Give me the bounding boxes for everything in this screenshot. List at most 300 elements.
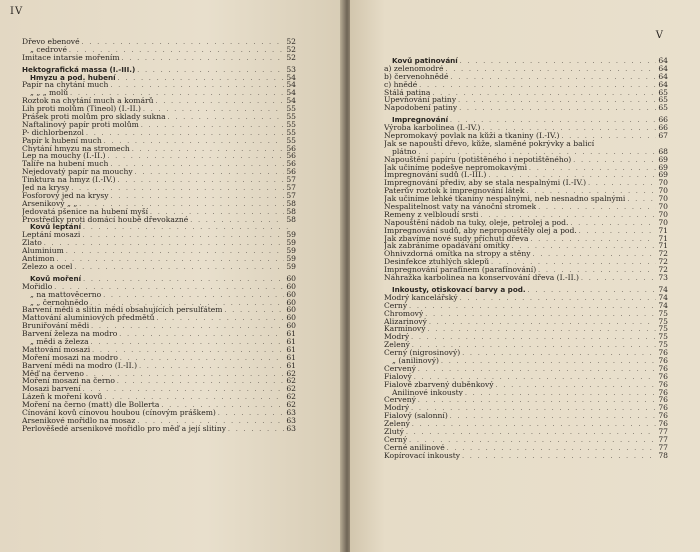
entry-title: Impregnování přediv, aby se stala nespalnými (I.-IV.) (384, 179, 587, 188)
entry-page-number: 76 (658, 395, 668, 405)
dot-leader (451, 74, 657, 82)
dot-leader (74, 264, 284, 272)
entry-page-number: 56 (286, 159, 296, 169)
dot-leader (122, 55, 285, 63)
entry-page-number: 55 (286, 127, 296, 137)
toc-entry (22, 346, 296, 354)
dot-leader (91, 323, 284, 331)
entry-title: Jedovatá pšenice na hubení myší (22, 207, 149, 216)
entry-title: Inkousty, otiskovací barvy a pod. (392, 285, 526, 294)
entry-title: Jak zbavíme nové sudy příchuti dřeva (384, 234, 529, 243)
dot-leader (418, 397, 656, 405)
toc-entry (384, 428, 668, 436)
toc-entry (384, 148, 668, 156)
entry-title: Impregnování sudů (I.-III.) (384, 171, 487, 180)
entry-page-number: 65 (658, 87, 668, 97)
entry-title: Chytání hmyzu na stromech (22, 144, 130, 153)
entry-page-number: 74 (658, 300, 668, 310)
entry-page-number: 75 (658, 332, 668, 342)
dot-leader (579, 228, 657, 236)
dot-leader (588, 180, 656, 188)
dot-leader (581, 275, 656, 283)
entry-page-number: 60 (286, 313, 296, 323)
dot-leader (570, 220, 656, 228)
dot-leader (141, 122, 284, 130)
dot-leader (530, 236, 656, 244)
entry-page-number: 73 (658, 273, 668, 283)
entry-page-number: 61 (286, 336, 296, 346)
toc-entry (22, 417, 296, 425)
toc-entry (22, 393, 296, 401)
entry-title: Lázeň k moření kovů (22, 393, 103, 402)
toc-entry (22, 176, 296, 184)
toc-entry (384, 164, 668, 172)
entry-page-number: 60 (286, 305, 296, 315)
entry-title: Červený (384, 396, 416, 405)
toc-entry (384, 266, 668, 274)
toc-entry (22, 239, 296, 247)
entry-title: Fialově zbarvený duběnkový (384, 380, 494, 389)
entry-title: P- dichlorbenzol (22, 128, 84, 137)
toc-entry (22, 113, 296, 121)
entry-page-number: 60 (286, 281, 296, 291)
entry-title: plátno (392, 147, 417, 156)
toc-entry (384, 381, 668, 389)
dot-leader (92, 347, 284, 355)
entry-title: Barvení železa na modro (22, 330, 118, 338)
toc-entry (384, 436, 668, 444)
entry-page-number: 76 (658, 387, 668, 397)
toc-entry (384, 373, 668, 381)
toc-entry (22, 306, 296, 314)
toc-entry (384, 140, 668, 148)
entry-title: Fialový (salonní) (384, 412, 448, 421)
entry-title: Ohnivzdorná omítka na stropy a stěny (384, 250, 531, 259)
entry-page-number: 70 (658, 209, 668, 219)
entry-page-number: 75 (658, 316, 668, 326)
entry-page-number: 62 (286, 392, 296, 402)
entry-page-number: 77 (658, 426, 668, 436)
toc-entry (22, 247, 296, 255)
entry-title: Jak učiníme podešve nepromokavými (384, 163, 528, 172)
toc-entry (22, 425, 296, 433)
dot-leader (82, 39, 285, 47)
dot-leader (224, 307, 284, 315)
toc-entry (384, 89, 668, 97)
entry-page-number: 64 (658, 63, 668, 73)
dot-leader (418, 366, 656, 374)
entry-page-number: 54 (286, 88, 296, 98)
toc-entry (384, 258, 668, 266)
toc-entry (384, 65, 668, 73)
toc-entry (384, 171, 668, 179)
toc-entry (22, 385, 296, 393)
entry-title: Moření mosazi na černo (22, 377, 115, 386)
entry-title: Mattování aluminiových předmětů (22, 314, 155, 323)
entry-page-number: 72 (658, 249, 668, 259)
dot-leader (132, 146, 285, 154)
entry-title: Dřevo ebenové (22, 38, 80, 46)
toc-entry (22, 377, 296, 385)
entry-page-number: 74 (658, 284, 668, 294)
dot-leader (412, 421, 656, 429)
toc-entry (22, 105, 296, 113)
dot-leader (460, 295, 657, 303)
dot-leader (111, 193, 285, 201)
entry-title: Karmínový (384, 325, 426, 334)
toc-entry (384, 211, 668, 219)
toc-entry (384, 404, 668, 412)
table-of-contents (22, 38, 296, 433)
entry-title: Napouštění papíru (potištěného i nepotištěného) (384, 155, 572, 164)
entry-title: Hektografická massa (I.-III.) (22, 65, 136, 74)
entry-title: Černý (nigrosinový) (384, 349, 461, 357)
toc-entry (22, 160, 296, 168)
dot-leader (446, 66, 657, 74)
entry-page-number: 75 (658, 324, 668, 334)
entry-title: Jak učiníme lehké tkaniny nespalnými, neb nesnadno spalnými (384, 195, 626, 204)
toc-entry (384, 219, 668, 227)
toc-entry (384, 444, 668, 452)
entry-page-number: 62 (286, 400, 296, 410)
entry-title: Výroba karbolinea (I.-IV.) (384, 124, 481, 133)
entry-title: Kovů patinování (392, 57, 458, 65)
entry-title: Bruniřování mědi (22, 322, 90, 331)
entry-page-number: 57 (286, 175, 296, 185)
toc-entry (384, 333, 668, 341)
toc-entry (22, 231, 296, 239)
entry-title: Jak se napouští dřevo, kůže, slaměné pokrývky a balicí (384, 139, 595, 148)
entry-title: Lih proti molům (Tineol) (I.-II.) (22, 105, 141, 114)
entry-page-number: 76 (658, 419, 668, 429)
toc-entry (384, 325, 668, 333)
entry-title: Leptání mosazi (22, 231, 81, 240)
entry-page-number: 72 (658, 257, 668, 267)
entry-page-number: 71 (658, 241, 668, 251)
entry-title: Anilinové inkousty (392, 388, 463, 397)
dot-leader (529, 165, 656, 173)
entry-page-number: 59 (286, 230, 296, 240)
dot-leader (462, 350, 656, 358)
entry-title: Fosforový jed na krysy (22, 191, 109, 200)
toc-entry (384, 57, 668, 65)
entry-page-number: 76 (658, 411, 668, 421)
toc-entry (22, 283, 296, 291)
toc-entry (22, 129, 296, 137)
entry-title: Upevňování patiny (384, 96, 457, 105)
toc-entry (22, 200, 296, 208)
entry-page-number: 76 (658, 403, 668, 413)
toc-entry (384, 73, 668, 81)
entry-page-number: 70 (658, 194, 668, 204)
entry-title: Hmyzu a pod. hubení (30, 73, 116, 82)
entry-page-number: 69 (658, 170, 668, 180)
entry-title: Desinfekce ztuhlých sklepů (384, 258, 490, 267)
dot-leader (190, 217, 284, 225)
dot-leader (533, 251, 657, 259)
entry-page-number: 57 (286, 190, 296, 200)
entry-title: „ mědi a železa (30, 337, 89, 346)
entry-page-number: 76 (658, 348, 668, 358)
dot-leader (419, 82, 656, 90)
entry-title: Kovů moření (30, 274, 82, 283)
dot-leader (425, 311, 656, 319)
entry-title: c) hnědé (384, 80, 418, 89)
toc-entry (22, 46, 296, 54)
dot-leader (538, 204, 656, 212)
dot-leader (66, 248, 284, 256)
entry-page-number: 65 (658, 103, 668, 113)
entry-page-number: 74 (658, 292, 668, 302)
entry-title: Mosazi barvení (22, 385, 81, 394)
dot-leader (411, 405, 656, 413)
entry-page-number: 76 (658, 379, 668, 389)
toc-entry (384, 250, 668, 258)
entry-page-number: 54 (286, 72, 296, 82)
toc-entry (384, 412, 668, 420)
entry-page-number: 52 (286, 37, 296, 46)
entry-page-number: 63 (286, 407, 296, 417)
entry-page-number: 60 (286, 297, 296, 307)
entry-page-number: 55 (286, 112, 296, 122)
entry-page-number: 65 (658, 95, 668, 105)
entry-title: Fialový (384, 372, 412, 381)
entry-page-number: 71 (658, 225, 668, 235)
entry-title: Napouštění nádob na tuky, oleje, petrolej a pod. (384, 218, 569, 227)
dot-leader (117, 378, 284, 386)
dot-leader (432, 90, 656, 98)
entry-title: Cínování kovů cínovou houbou (cínovým práškem) (22, 408, 216, 417)
toc-entry (22, 192, 296, 200)
toc-entry (22, 168, 296, 176)
entry-page-number: 55 (286, 104, 296, 114)
dot-leader (120, 355, 284, 363)
entry-title: Nepromokavý povlak na kůži a tkaniny (I.-IV.) (384, 132, 560, 140)
entry-page-number: 70 (658, 186, 668, 196)
dot-leader (57, 256, 285, 264)
entry-page-number: 62 (286, 384, 296, 394)
entry-title: Papír k hubení much (22, 136, 102, 145)
entry-title: Impregnování (392, 116, 449, 125)
toc-entry (384, 156, 668, 164)
entry-title: Barvení mědi a slitin mědi obsahujících persulfátem (22, 306, 223, 315)
entry-title: a) zelenomodré (384, 64, 444, 73)
toc-entry (384, 96, 668, 104)
dot-leader (156, 98, 285, 106)
toc-entry (22, 401, 296, 409)
toc-entry (384, 310, 668, 318)
entry-title: Červený (384, 364, 416, 373)
toc-entry (384, 365, 668, 373)
toc-entry (22, 255, 296, 263)
entry-title: Aluminium (22, 247, 64, 256)
entry-page-number: 72 (658, 265, 668, 275)
entry-title: Mořidlo (22, 282, 53, 291)
toc-entry (22, 137, 296, 145)
entry-page-number: 58 (286, 214, 296, 224)
toc-entry (384, 227, 668, 235)
entry-title: Stálá patina (384, 88, 431, 97)
entry-title: Černý (384, 301, 408, 310)
dot-leader (465, 390, 656, 398)
dot-leader (110, 161, 284, 169)
toc-entry (384, 349, 668, 357)
entry-page-number: 69 (658, 162, 668, 172)
entry-page-number: 70 (658, 217, 668, 227)
table-of-contents (384, 57, 668, 460)
entry-title: Antimon (22, 255, 55, 263)
entry-title: Jed na krysy (22, 184, 70, 192)
toc-entry (22, 152, 296, 160)
toc-entry (22, 354, 296, 362)
toc-entry (384, 389, 668, 397)
entry-title: Zlato (22, 239, 42, 248)
toc-entry (22, 330, 296, 338)
entry-title: Tinktura na hmyz (I.-IV.) (22, 176, 116, 185)
toc-entry (22, 362, 296, 370)
entry-title: Arsenikové mořidlo na mosaz (22, 416, 136, 425)
entry-page-number: 76 (658, 371, 668, 381)
toc-entry (22, 97, 296, 105)
dot-leader (86, 130, 284, 138)
toc-entry (384, 274, 668, 282)
entry-page-number: 54 (286, 96, 296, 106)
dot-leader (118, 177, 285, 185)
toc-entry (22, 314, 296, 322)
dot-leader (110, 82, 284, 90)
dot-leader (627, 196, 656, 204)
dot-leader (44, 240, 284, 248)
entry-page-number: 77 (658, 434, 668, 444)
toc-entry (384, 104, 668, 112)
entry-title: Lep na mouchy (I.-II.) (22, 152, 106, 161)
toc-entry (384, 452, 668, 460)
dot-leader (406, 429, 656, 437)
page-number: IV (10, 6, 24, 17)
entry-page-number: 76 (658, 355, 668, 365)
entry-title: Žlutý (384, 427, 404, 436)
entry-title: „ (anilinový) (392, 356, 440, 365)
toc-entry (384, 396, 668, 404)
entry-title: Černé anilinové (384, 443, 445, 452)
toc-entry (22, 208, 296, 216)
entry-page-number: 59 (286, 246, 296, 256)
dot-leader (429, 319, 656, 327)
entry-title: „ „ černohnědo (30, 298, 89, 307)
dot-leader (83, 276, 284, 284)
toc-entry (384, 124, 668, 132)
entry-page-number: 58 (286, 198, 296, 208)
toc-entry (384, 242, 668, 250)
entry-page-number: 61 (286, 360, 296, 370)
entry-page-number: 78 (658, 450, 668, 460)
dot-leader (450, 117, 656, 125)
entry-page-number: 57 (286, 183, 296, 193)
entry-title: Řemeny z velbloudí srsti (384, 210, 479, 219)
entry-page-number: 60 (286, 273, 296, 283)
entry-title: Impregnování sudů, aby nepropouštěly olej a pod. (384, 226, 577, 235)
entry-title: Moření mosazi na modro (22, 353, 118, 362)
toc-entry (384, 203, 668, 211)
toc-entry (384, 195, 668, 203)
entry-page-number: 75 (658, 340, 668, 350)
dot-leader (168, 114, 285, 122)
entry-page-number: 52 (286, 44, 296, 54)
entry-title: Měď na červeno (22, 369, 84, 378)
entry-title: Alizarinový (384, 317, 427, 326)
toc-entry (22, 81, 296, 89)
entry-title: Imitace intarsie mořením (22, 53, 120, 62)
entry-page-number: 55 (286, 135, 296, 145)
dot-leader (528, 287, 657, 295)
entry-title: Impregnování parafínem (parafínování) (384, 266, 537, 275)
toc-entry (22, 184, 296, 192)
dot-leader (91, 339, 285, 347)
dot-leader (135, 169, 285, 177)
entry-title: „ na mattověcerno (30, 290, 102, 299)
entry-title: Kopírovací inkousty (384, 451, 461, 460)
toc-entry (384, 341, 668, 349)
dot-leader (462, 453, 656, 461)
entry-page-number: 60 (286, 321, 296, 331)
entry-title: Paterův roztok k impregnování látek (384, 187, 525, 196)
entry-title: Zelený (384, 341, 410, 350)
entry-title: Nespalitelnost vaty na vánoční stromek (384, 203, 537, 211)
entry-page-number: 63 (286, 423, 296, 433)
dot-leader (496, 382, 657, 390)
toc-entry (22, 121, 296, 129)
dot-leader (458, 97, 656, 105)
entry-title: Chromový (384, 309, 424, 318)
toc-entry (384, 187, 668, 195)
entry-title: Perlověšedé arsenikové mořidlo pro měď a její slitiny (22, 424, 227, 433)
entry-title: Nejedovatý papír na mouchy (22, 168, 133, 177)
entry-title: Zelený (384, 420, 410, 428)
dot-leader (86, 371, 284, 379)
dot-leader (428, 326, 657, 334)
entry-page-number: 55 (286, 119, 296, 129)
entry-title: „ cedrové (30, 45, 67, 54)
entry-title: Modrý (384, 404, 410, 413)
entry-page-number: 62 (286, 368, 296, 378)
entry-page-number: 54 (286, 80, 296, 90)
entry-page-number: 75 (658, 308, 668, 318)
entry-title: Jak zabráníme opadávání omítky (384, 242, 510, 251)
toc-entry (384, 294, 668, 302)
toc-entry (22, 275, 296, 283)
entry-page-number: 64 (658, 56, 668, 65)
entry-title: Kovů leptání (30, 223, 82, 232)
dot-leader (573, 157, 656, 165)
dot-leader (409, 303, 656, 311)
toc-entry (384, 302, 668, 310)
entry-title: Naftalinový papír proti molům (22, 120, 139, 129)
toc-entry (384, 132, 668, 140)
entry-page-number: 70 (658, 202, 668, 212)
entry-page-number: 64 (658, 79, 668, 89)
entry-page-number: 56 (286, 167, 296, 177)
entry-page-number: 58 (286, 206, 296, 216)
dot-leader (118, 75, 285, 83)
toc-entry (384, 116, 668, 124)
entry-page-number: 60 (286, 289, 296, 299)
dot-leader (409, 437, 656, 445)
entry-title: Moření na černo (matt) dle Bollerta (22, 401, 160, 409)
entry-title: Modrý (384, 333, 410, 342)
entry-page-number: 77 (658, 442, 668, 452)
toc-entry (22, 74, 296, 82)
entry-page-number: 56 (286, 151, 296, 161)
